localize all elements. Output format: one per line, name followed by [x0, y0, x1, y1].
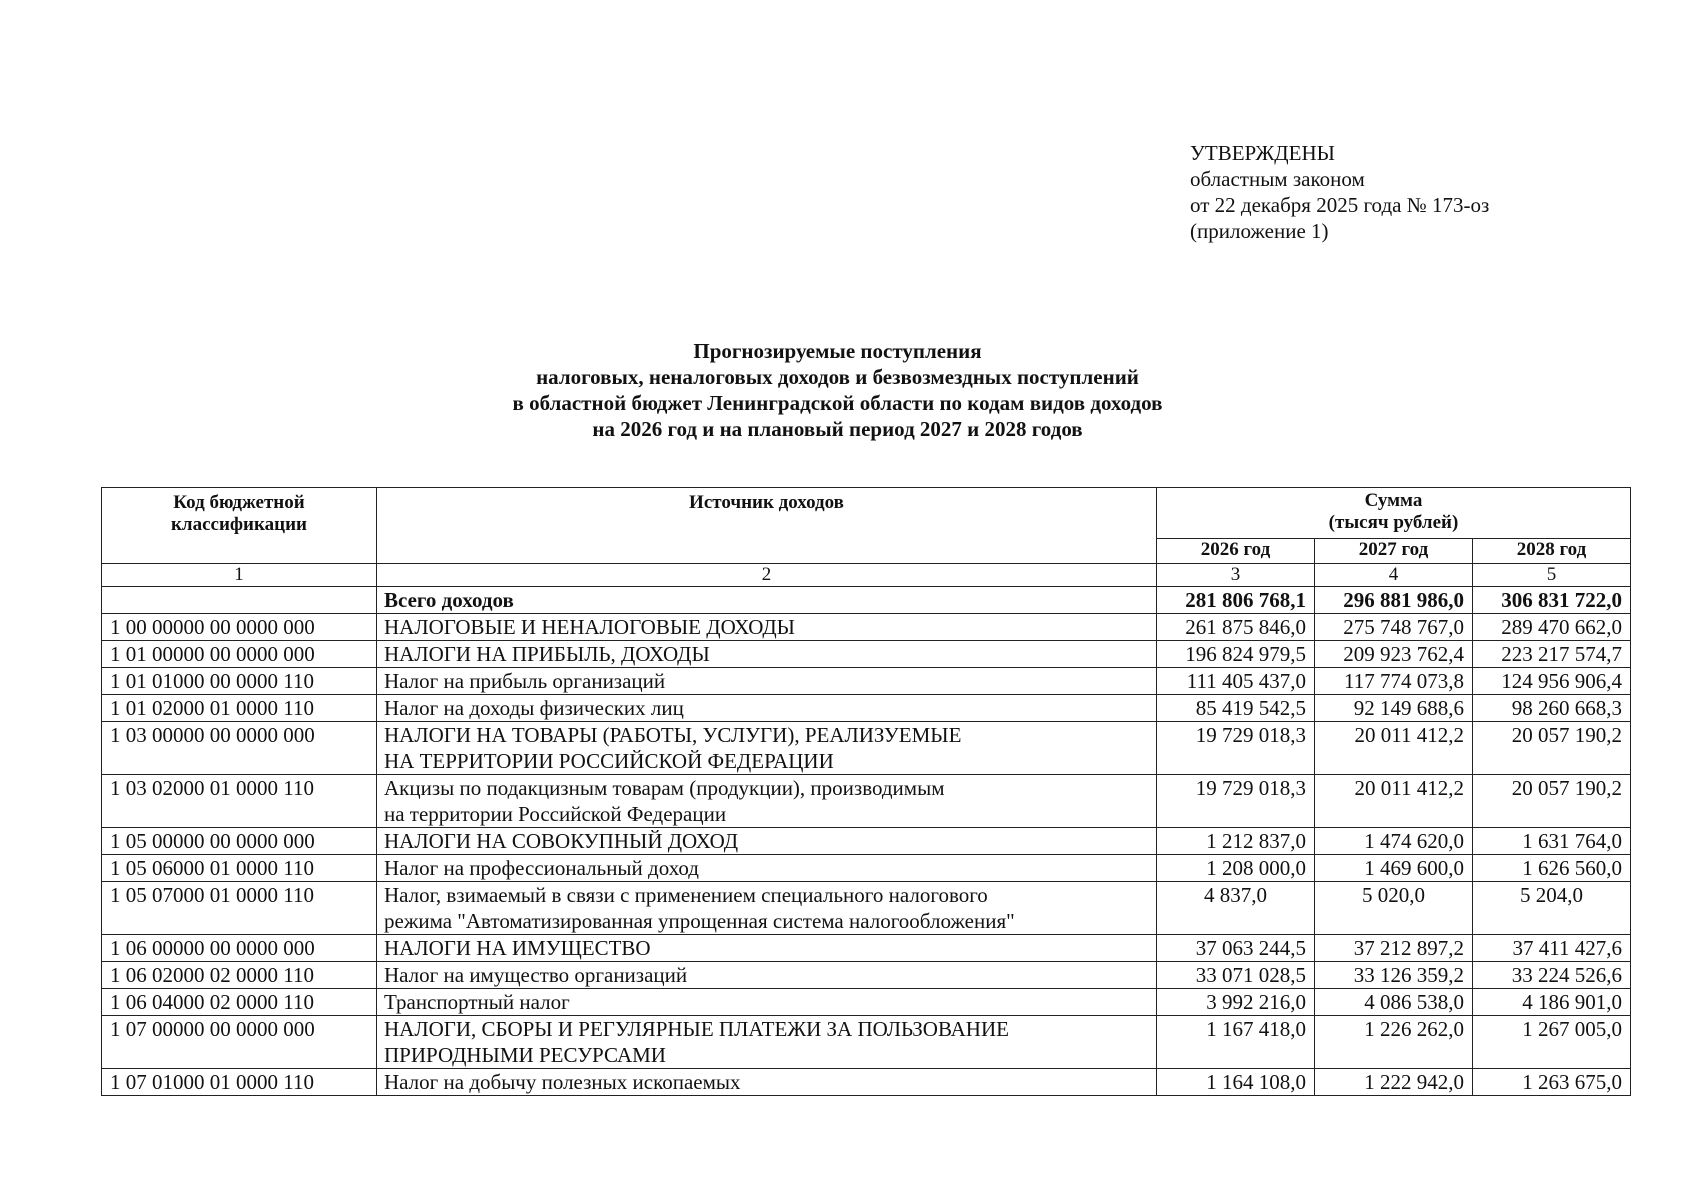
table-row	[102, 1016, 1631, 1069]
table-row	[102, 668, 1631, 695]
title-line-3: в областной бюджет Ленинградской области по кодам видов доходов	[512, 391, 1163, 415]
title-line-4: на 2026 год и на плановый период 2027 и 2028 годов	[592, 417, 1083, 441]
header-year-2028: 2028 год	[1473, 539, 1631, 564]
approval-line-1: УТВЕРЖДЕНЫ	[1190, 141, 1335, 165]
cell-amount-2026: 3 992 216,0	[1157, 989, 1315, 1016]
cell-source	[377, 855, 1157, 882]
document-title	[0, 338, 1675, 442]
cell-amount-2026: 281 806 768,1	[1157, 587, 1315, 614]
column-number: 4	[1315, 564, 1473, 587]
cell-source-line-1: Налог, взимаемый в связи с применением специального налогового	[384, 883, 988, 907]
cell-source	[377, 695, 1157, 722]
cell-amount-2027: 37 212 897,2	[1315, 935, 1473, 962]
revenue-table	[101, 487, 1631, 1096]
cell-amount-2027: 20 011 412,2	[1315, 775, 1473, 828]
cell-source-line-1: Налог на имущество организаций	[384, 963, 688, 987]
cell-code: 1 06 02000 02 0000 110	[102, 962, 377, 989]
header-source: Источник доходов	[377, 488, 1157, 564]
cell-amount-2026: 85 419 542,5	[1157, 695, 1315, 722]
cell-amount-2026: 261 875 846,0	[1157, 614, 1315, 641]
cell-code: 1 03 02000 01 0000 110	[102, 775, 377, 828]
cell-amount-2027: 209 923 762,4	[1315, 641, 1473, 668]
cell-source	[377, 828, 1157, 855]
cell-source	[377, 935, 1157, 962]
cell-source	[377, 722, 1157, 775]
cell-amount-2028: 4 186 901,0	[1473, 989, 1631, 1016]
cell-amount-2027: 1 474 620,0	[1315, 828, 1473, 855]
cell-amount-2028: 20 057 190,2	[1473, 775, 1631, 828]
cell-source-line-1: НАЛОГИ НА ПРИБЫЛЬ, ДОХОДЫ	[384, 642, 710, 666]
column-number: 5	[1473, 564, 1631, 587]
cell-amount-2028: 1 267 005,0	[1473, 1016, 1631, 1069]
header-code	[102, 488, 377, 564]
table-row	[102, 775, 1631, 828]
cell-code: 1 06 00000 00 0000 000	[102, 935, 377, 962]
cell-amount-2027: 1 469 600,0	[1315, 855, 1473, 882]
header-sum-line-1: Сумма	[1364, 490, 1423, 511]
table-row	[102, 828, 1631, 855]
header-year-2027: 2027 год	[1315, 539, 1473, 564]
cell-code: 1 05 07000 01 0000 110	[102, 882, 377, 935]
cell-amount-2027: 1 226 262,0	[1315, 1016, 1473, 1069]
column-number: 1	[102, 564, 377, 587]
cell-amount-2028: 124 956 906,4	[1473, 668, 1631, 695]
cell-source-line-1: Налог на профессиональный доход	[384, 856, 699, 880]
cell-amount-2027: 4 086 538,0	[1315, 989, 1473, 1016]
cell-amount-2028: 20 057 190,2	[1473, 722, 1631, 775]
cell-amount-2027: 92 149 688,6	[1315, 695, 1473, 722]
cell-code: 1 03 00000 00 0000 000	[102, 722, 377, 775]
table-row	[102, 614, 1631, 641]
table-row	[102, 962, 1631, 989]
cell-amount-2027: 117 774 073,8	[1315, 668, 1473, 695]
cell-amount-2028: 1 631 764,0	[1473, 828, 1631, 855]
cell-source-line-1: НАЛОГИ НА СОВОКУПНЫЙ ДОХОД	[384, 829, 739, 853]
cell-code: 1 01 02000 01 0000 110	[102, 695, 377, 722]
total-row	[102, 587, 1631, 614]
cell-source-line-2: ПРИРОДНЫМИ РЕСУРСАМИ	[384, 1043, 666, 1067]
column-number: 3	[1157, 564, 1315, 587]
cell-amount-2026: 1 212 837,0	[1157, 828, 1315, 855]
table-row	[102, 935, 1631, 962]
cell-code: 1 07 01000 01 0000 110	[102, 1069, 377, 1096]
cell-code: 1 05 00000 00 0000 000	[102, 828, 377, 855]
cell-source-line-1: Налог на добычу полезных ископаемых	[384, 1070, 741, 1094]
cell-source	[377, 668, 1157, 695]
cell-amount-2028: 223 217 574,7	[1473, 641, 1631, 668]
header-sum	[1157, 488, 1631, 539]
cell-source-line-1: Акцизы по подакцизным товарам (продукции), производимым	[384, 776, 945, 800]
cell-amount-2027: 33 126 359,2	[1315, 962, 1473, 989]
table-body	[102, 587, 1631, 1096]
cell-amount-2027: 5 020,0	[1315, 882, 1473, 935]
cell-amount-2026: 1 167 418,0	[1157, 1016, 1315, 1069]
cell-source	[377, 587, 1157, 614]
cell-source-line-2: на территории Российской Федерации	[384, 802, 727, 826]
table-row	[102, 989, 1631, 1016]
cell-amount-2026: 33 071 028,5	[1157, 962, 1315, 989]
cell-source	[377, 614, 1157, 641]
cell-source	[377, 962, 1157, 989]
cell-source	[377, 1069, 1157, 1096]
cell-code: 1 05 06000 01 0000 110	[102, 855, 377, 882]
table-row	[102, 882, 1631, 935]
cell-amount-2026: 1 164 108,0	[1157, 1069, 1315, 1096]
cell-code: 1 01 00000 00 0000 000	[102, 641, 377, 668]
approval-block	[1190, 140, 1489, 244]
table-row	[102, 695, 1631, 722]
table-row	[102, 722, 1631, 775]
title-line-1: Прогнозируемые поступления	[693, 339, 982, 363]
cell-amount-2028: 1 263 675,0	[1473, 1069, 1631, 1096]
cell-source-line-1: НАЛОГИ НА ИМУЩЕСТВО	[384, 936, 651, 960]
cell-code	[102, 587, 377, 614]
cell-amount-2027: 275 748 767,0	[1315, 614, 1473, 641]
cell-amount-2028: 306 831 722,0	[1473, 587, 1631, 614]
column-number: 2	[377, 564, 1157, 587]
cell-code: 1 00 00000 00 0000 000	[102, 614, 377, 641]
cell-source	[377, 641, 1157, 668]
cell-source-line-1: Транспортный налог	[384, 990, 570, 1014]
cell-source	[377, 882, 1157, 935]
cell-source-line-1: НАЛОГОВЫЕ И НЕНАЛОГОВЫЕ ДОХОДЫ	[384, 615, 795, 639]
cell-amount-2028: 1 626 560,0	[1473, 855, 1631, 882]
cell-source-line-1: Всего доходов	[384, 588, 514, 612]
header-year-2026: 2026 год	[1157, 539, 1315, 564]
cell-source	[377, 1016, 1157, 1069]
cell-amount-2026: 1 208 000,0	[1157, 855, 1315, 882]
cell-amount-2026: 111 405 437,0	[1157, 668, 1315, 695]
approval-line-4: (приложение 1)	[1190, 219, 1329, 243]
table-row	[102, 641, 1631, 668]
cell-source	[377, 775, 1157, 828]
cell-amount-2027: 296 881 986,0	[1315, 587, 1473, 614]
cell-amount-2028: 5 204,0	[1473, 882, 1631, 935]
cell-source-line-1: НАЛОГИ НА ТОВАРЫ (РАБОТЫ, УСЛУГИ), РЕАЛИЗУЕМЫЕ	[384, 723, 962, 747]
cell-amount-2028: 33 224 526,6	[1473, 962, 1631, 989]
cell-amount-2028: 289 470 662,0	[1473, 614, 1631, 641]
cell-code: 1 07 00000 00 0000 000	[102, 1016, 377, 1069]
header-code-line-1: Код бюджетной	[173, 492, 305, 513]
header-sum-line-2: (тысяч рублей)	[1328, 512, 1459, 533]
cell-source-line-2: режима "Автоматизированная упрощенная система налогообложения"	[384, 909, 1015, 933]
approval-line-3: от 22 декабря 2025 года № 173-оз	[1190, 193, 1490, 217]
cell-amount-2026: 19 729 018,3	[1157, 775, 1315, 828]
cell-code: 1 06 04000 02 0000 110	[102, 989, 377, 1016]
column-number-row	[102, 564, 1631, 587]
cell-source-line-1: Налог на доходы физических лиц	[384, 696, 684, 720]
table-row	[102, 855, 1631, 882]
header-code-line-2: классификации	[170, 514, 307, 535]
cell-code: 1 01 01000 00 0000 110	[102, 668, 377, 695]
cell-amount-2028: 98 260 668,3	[1473, 695, 1631, 722]
cell-source-line-2: НА ТЕРРИТОРИИ РОССИЙСКОЙ ФЕДЕРАЦИИ	[384, 749, 834, 773]
title-line-2: налоговых, неналоговых доходов и безвозмездных поступлений	[536, 365, 1139, 389]
approval-line-2: областным законом	[1190, 167, 1365, 191]
cell-amount-2027: 1 222 942,0	[1315, 1069, 1473, 1096]
cell-source-line-1: Налог на прибыль организаций	[384, 669, 666, 693]
cell-amount-2027: 20 011 412,2	[1315, 722, 1473, 775]
cell-amount-2026: 196 824 979,5	[1157, 641, 1315, 668]
cell-source-line-1: НАЛОГИ, СБОРЫ И РЕГУЛЯРНЫЕ ПЛАТЕЖИ ЗА ПОЛЬЗОВАНИЕ	[384, 1017, 1009, 1041]
cell-amount-2028: 37 411 427,6	[1473, 935, 1631, 962]
cell-source	[377, 989, 1157, 1016]
cell-amount-2026: 37 063 244,5	[1157, 935, 1315, 962]
cell-amount-2026: 19 729 018,3	[1157, 722, 1315, 775]
cell-amount-2026: 4 837,0	[1157, 882, 1315, 935]
table-row	[102, 1069, 1631, 1096]
